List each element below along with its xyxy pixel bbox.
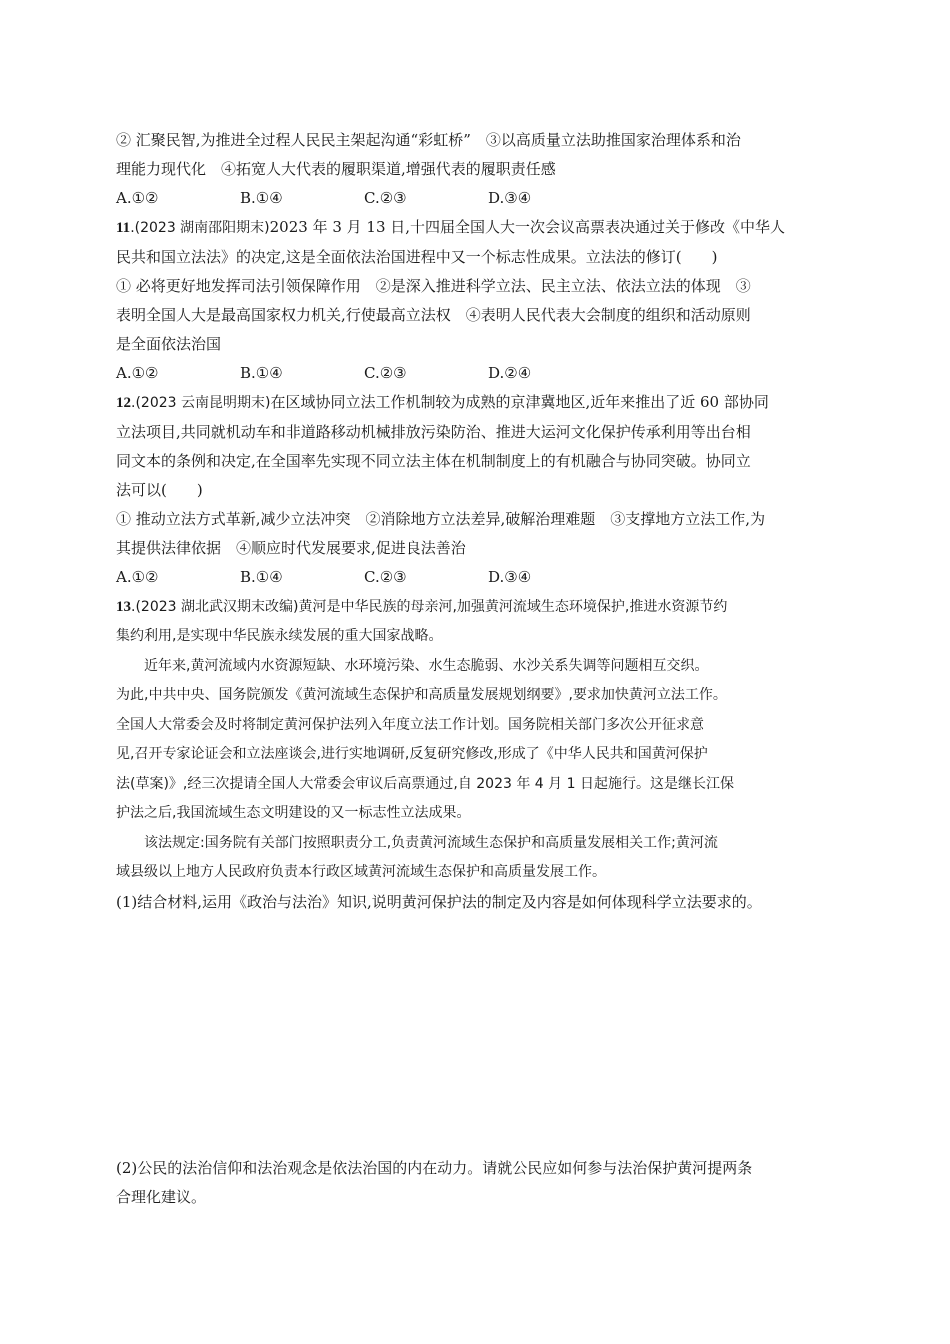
q10-option-c: C.②③ [364, 189, 407, 207]
q13-material-para2-line2: 域县级以上地方人民政府负责本行政区域黄河流域生态保护和高质量发展工作。 [116, 864, 606, 880]
q12-stem-line2: 立法项目,共同就机动车和非道路移动机械排放污染防治、推进大运河文化保护传承利用等出台相 [116, 423, 751, 441]
q13-stem-text1: 黄河是中华民族的母亲河,加强黄河流域生态环境保护,推进水资源节约 [298, 599, 728, 615]
q12-stem-text1: 在区域协同立法工作机制较为成熟的京津冀地区,近年来推出了近 60 部协同 [270, 393, 769, 411]
q13-material-para1-line1: 近年来,黄河流域内水资源短缺、水环境污染、水生态脆弱、水沙关系失调等问题相互交织。 [144, 657, 709, 674]
q13-number: 13 [116, 599, 131, 615]
q11-number: 11 [116, 220, 131, 236]
q13-source: .(2023 湖北武汉期末改编) [131, 599, 299, 615]
q13-material-para1-line4: 见,召开专家论证会和立法座谈会,进行实地调研,反复研究修改,形成了《中华人民共和国黄河保护 [116, 746, 708, 762]
q12-number: 12 [116, 395, 131, 411]
document-page [116, 126, 836, 1212]
q12-option-b: B.①④ [240, 568, 283, 586]
q12-stem-line3: 同文本的条例和决定,在全国率先实现不同立法主体在机制制度上的有机融合与协同突破。协同立 [116, 452, 751, 470]
q10-option-a: A.①② [116, 189, 159, 207]
q12-options [116, 563, 836, 592]
q11-option-d: D.②④ [488, 364, 532, 382]
q10-option-b: B.①④ [240, 189, 283, 207]
q12-option-c: C.②③ [364, 568, 407, 586]
q13-material-para1-line5: 法(草案)》,经三次提请全国人大常委会审议后高票通过,自 2023 年 4 月 1 日起施行。这是继长江保 [116, 775, 734, 792]
q11-statements-line1: ① 必将更好地发挥司法引领保障作用 ②是深入推进科学立法、民主立法、依法立法的体现 ③ [116, 277, 751, 295]
q11-option-b: B.①④ [240, 364, 283, 382]
q13-subquestion-2-line2: 合理化建议。 [116, 1187, 207, 1206]
q11-stem-line1 [116, 213, 836, 243]
q13-material-para2-line1: 该法规定:国务院有关部门按照职责分工,负责黄河流域生态保护和高质量发展相关工作;黄河流 [144, 834, 718, 851]
q13-material-para1-line6: 护法之后,我国流域生态文明建设的又一标志性立法成果。 [116, 805, 471, 821]
q11-options [116, 359, 836, 388]
q11-source: .(2023 湖南邵阳期末) [130, 220, 270, 236]
q13-subquestion-1: (1)结合材料,运用《政治与法治》知识,说明黄河保护法的制定及内容是如何体现科学立法要求的。 [116, 892, 762, 911]
q11-statements-line2: 表明全国人大是最高国家权力机关,行使最高立法权 ④表明人民代表大会制度的组织和活动原则 [116, 306, 751, 324]
answer-space-1 [116, 917, 836, 1154]
q13-material-para1-line2: 为此,中共中央、国务院颁发《黄河流域生态保护和高质量发展规划纲要》,要求加快黄河立法工作。 [116, 687, 727, 703]
q13-material-para1-line3: 全国人大常委会及时将制定黄河保护法列入年度立法工作计划。国务院相关部门多次公开征求意 [116, 716, 704, 733]
q13-stem-line2: 集约利用,是实现中华民族永续发展的重大国家战略。 [116, 628, 443, 644]
q11-stem-text1: 2023 年 3 月 13 日,十四届全国人大一次会议高票表决通过关于修改《中华人 [269, 218, 786, 236]
q11-statements-line3: 是全面依法治国 [116, 335, 222, 353]
q12-source: .(2023 云南昆明期末) [131, 395, 271, 411]
q12-stem-line1 [116, 388, 836, 418]
q12-statements-line2: 其提供法律依据 ④顺应时代发展要求,促进良法善治 [116, 539, 466, 557]
q13-subquestion-2-line1: (2)公民的法治信仰和法治观念是依法治国的内在动力。请就公民应如何参与法治保护黄河提两条 [116, 1158, 753, 1177]
q10-options [116, 184, 836, 213]
q12-option-a: A.①② [116, 568, 159, 586]
q11-option-c: C.②③ [364, 364, 407, 382]
q13-stem-line1 [116, 592, 836, 622]
q12-option-d: D.③④ [488, 568, 532, 586]
q12-statements-line1: ① 推动立法方式革新,减少立法冲突 ②消除地方立法差异,破解治理难题 ③支撑地方立法工作,为 [116, 510, 766, 528]
q10-statements-line1: ② 汇聚民智,为推进全过程人民民主架起沟通“彩虹桥” ③以高质量立法助推国家治理体系和治 [116, 131, 741, 149]
q10-statements-line2: 理能力现代化 ④拓宽人大代表的履职渠道,增强代表的履职责任感 [116, 160, 556, 178]
q11-option-a: A.①② [116, 364, 159, 382]
q11-stem-line2: 民共和国立法法》的决定,这是全面依法治国进程中又一个标志性成果。立法法的修订( ) [116, 248, 718, 266]
q12-stem-line4: 法可以( ) [116, 481, 203, 499]
q10-option-d: D.③④ [488, 189, 532, 207]
